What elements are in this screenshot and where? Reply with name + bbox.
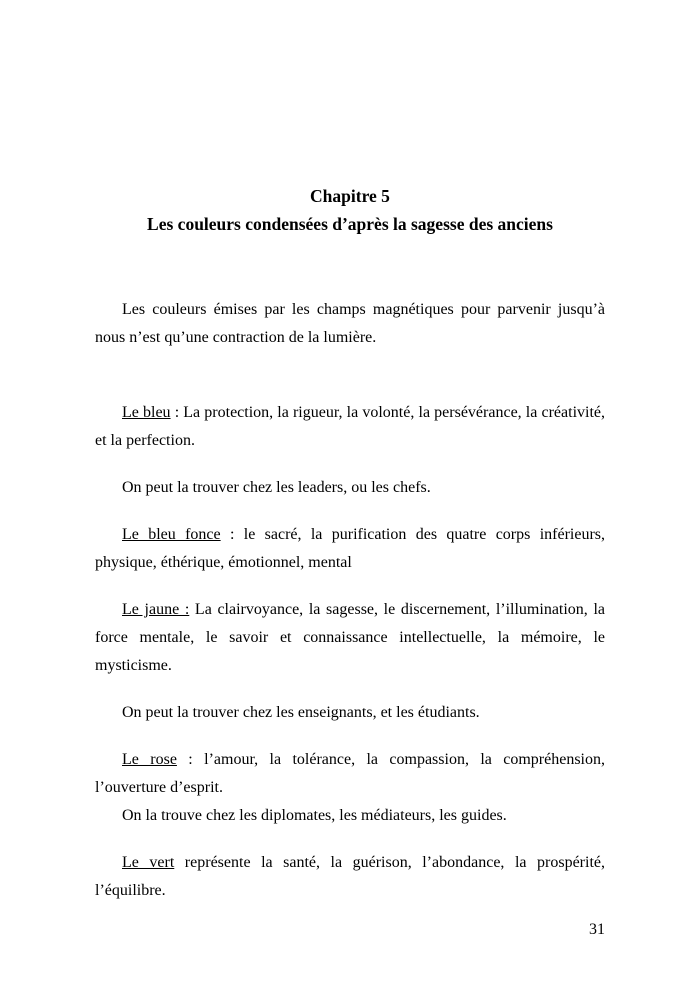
paragraph-text: On peut la trouver chez les enseignants, et les étudiants.	[122, 704, 480, 721]
page-number: 31	[589, 921, 605, 938]
paragraph-text: représente la santé, la guérison, l’abondance, la prospérité, l’équilibre.	[95, 854, 605, 899]
paragraph-text: : l’amour, la tolérance, la compassion, la compréhension, l’ouverture d’esprit.	[95, 751, 606, 796]
term-le-vert: Le vert	[122, 854, 175, 871]
paragraph-text: : La protection, la rigueur, la volonté, la persévérance, la créativité, et la perfection.	[95, 404, 606, 449]
chapter-title: Les couleurs condensées d’après la sagesse des anciens	[147, 214, 553, 234]
page-content	[95, 296, 605, 905]
paragraph-le-bleu-fonce	[95, 521, 605, 577]
paragraph-text: Les couleurs émises par les champs magnétiques pour parvenir jusqu’à nous n’est qu’une contraction de la lumière.	[95, 301, 605, 346]
term-le-bleu: Le bleu	[122, 404, 171, 421]
paragraph-le-vert	[95, 849, 605, 905]
term-le-bleu-fonce: Le bleu fonce	[122, 526, 221, 543]
paragraph-intro	[95, 296, 605, 352]
paragraph-text: La clairvoyance, la sagesse, le discernement, l’illumination, la force mentale, le savoir et connaissance intellectuelle, la mémoire, le mysticisme.	[95, 601, 606, 674]
chapter-heading: Chapitre 5	[310, 186, 390, 206]
term-le-rose: Le rose	[122, 751, 177, 768]
paragraph-leaders	[95, 474, 605, 502]
paragraph-diplomates	[95, 802, 605, 830]
paragraph-le-bleu	[95, 399, 605, 455]
paragraph-enseignants	[95, 699, 605, 727]
term-le-jaune: Le jaune :	[122, 601, 190, 618]
paragraph-text: : le sacré, la purification des quatre corps inférieurs, physique, éthérique, émotionnel, mental	[95, 526, 606, 571]
paragraph-le-rose	[95, 746, 605, 802]
paragraph-le-jaune	[95, 596, 605, 680]
paragraph-text: On la trouve chez les diplomates, les médiateurs, les guides.	[122, 807, 507, 824]
paragraph-text: On peut la trouver chez les leaders, ou les chefs.	[122, 479, 431, 496]
